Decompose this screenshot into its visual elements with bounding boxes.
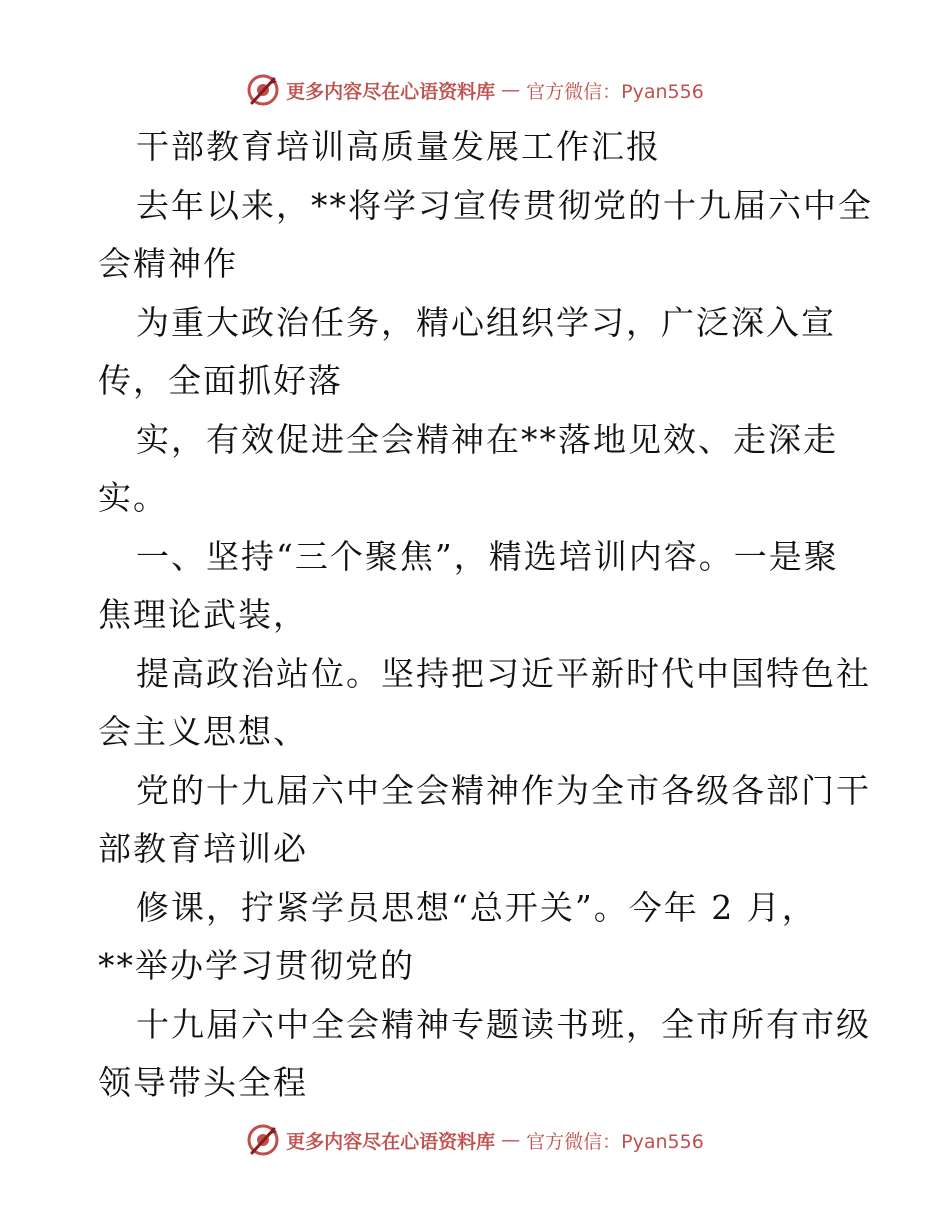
- watermark-separator: —: [501, 79, 521, 101]
- document-line: 修课，拧紧学员思想“总开关”。今年 2 月，: [136, 887, 817, 927]
- watermark-banner-bottom: [0, 1120, 950, 1160]
- watermark-banner-top: [0, 70, 950, 110]
- watermark-separator: —: [501, 1129, 521, 1151]
- document-line: 实，有效促进全会精神在**落地见效、走深走: [136, 419, 838, 459]
- document-body: [98, 118, 873, 1113]
- document-line: 十九届六中全会精神专题读书班，全市所有市级: [136, 1004, 871, 1044]
- document-lines: [98, 177, 873, 1113]
- document-line: 党的十九届六中全会精神作为全市各级各部门干: [136, 770, 871, 810]
- document-line: 去年以来，**将学习宣传贯彻党的十九届六中全: [136, 185, 873, 225]
- document-title: 干部教育培训高质量发展工作汇报: [136, 127, 661, 166]
- quill-seal-icon: [246, 73, 280, 107]
- document-line: 会主义思想、: [98, 712, 308, 751]
- document-line: 提高政治站位。坚持把习近平新时代中国特色社: [136, 653, 871, 693]
- watermark-brand-text: 更多内容尽在心语资料库: [286, 1130, 496, 1153]
- document-line: **举办学习贯彻党的: [98, 946, 415, 985]
- document-line: 部教育培训必: [98, 829, 308, 868]
- document-line: 传，全面抓好落: [98, 361, 343, 400]
- watermark-wechat-text: 官方微信：Pyan556: [526, 1130, 704, 1153]
- watermark-brand-text: 更多内容尽在心语资料库: [286, 80, 496, 103]
- document-line: 领导带头全程: [98, 1063, 308, 1102]
- document-line: 会精神作: [98, 244, 238, 283]
- document-line: 为重大政治任务，精心组织学习，广泛深入宣: [136, 302, 836, 342]
- document-line: 焦理论武装，: [98, 595, 308, 634]
- document-line: 实。: [98, 478, 168, 517]
- watermark-wechat-text: 官方微信：Pyan556: [526, 80, 704, 103]
- document-line: 一、坚持“三个聚焦”，精选培训内容。一是聚: [136, 536, 839, 576]
- quill-seal-icon: [246, 1123, 280, 1157]
